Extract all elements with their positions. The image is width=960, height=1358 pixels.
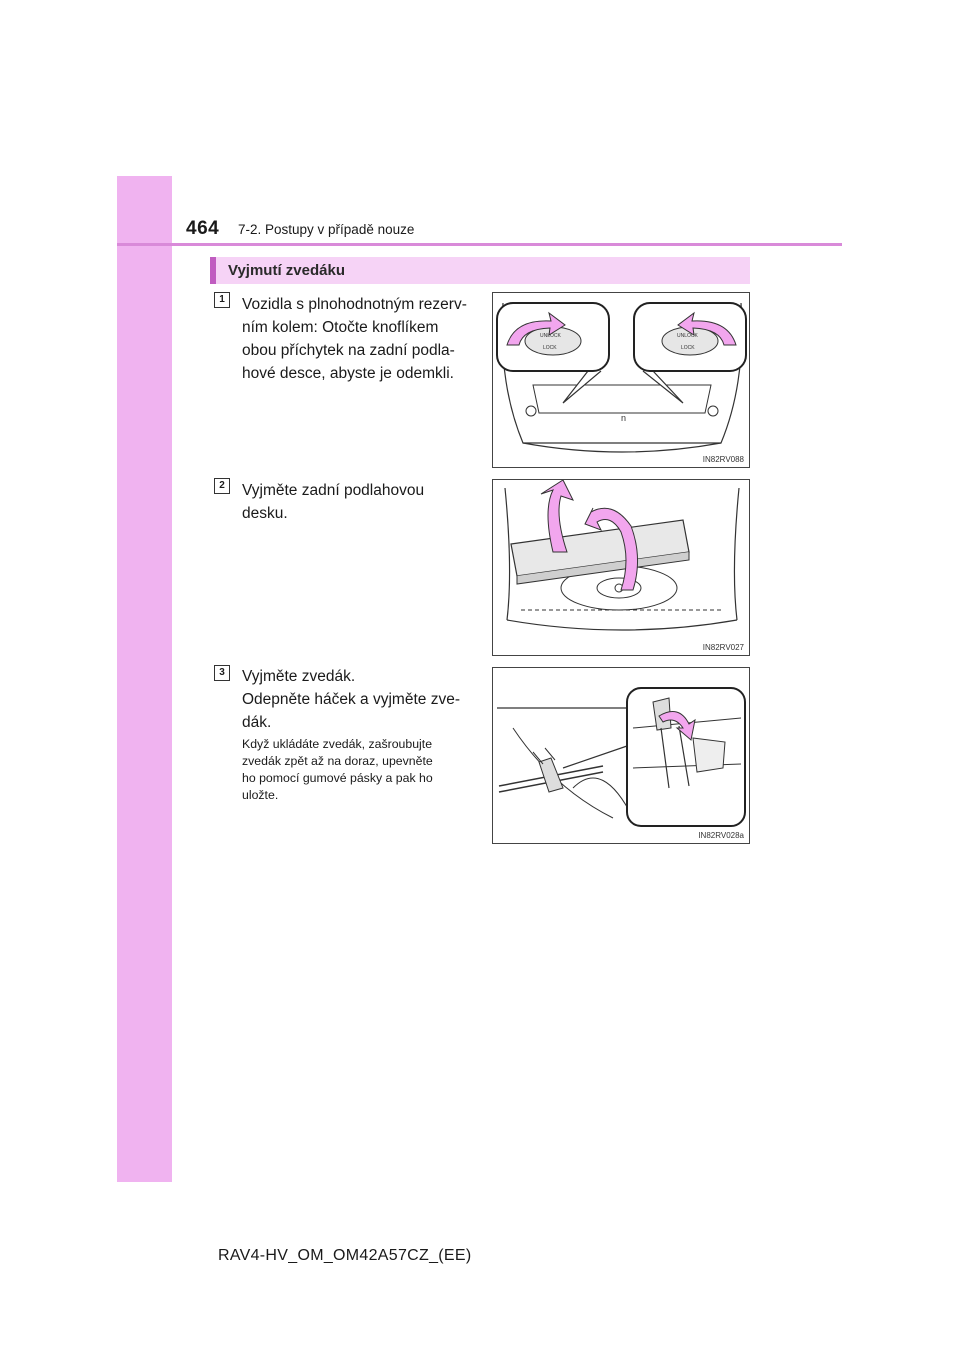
figure-remove-floor-board: [492, 479, 750, 656]
step-3-note-line: zvedák zpět až na doraz, upevněte: [242, 754, 433, 768]
figure-code: IN82RV027: [702, 643, 744, 652]
step-3-text: [242, 665, 488, 734]
trunk-clamps-illustration: [493, 293, 750, 468]
step-1-line: hové desce, abyste je odemkli.: [242, 365, 454, 382]
svg-text:n: n: [621, 413, 627, 423]
step-3-note-line: Když ukládáte zvedák, zašroubujte: [242, 737, 433, 751]
step-3-badge: 3: [214, 665, 230, 681]
step-1-text: [242, 293, 488, 385]
figure-code: IN82RV088: [702, 455, 744, 464]
lock-label-right: LOCK: [681, 345, 695, 351]
floor-board-illustration: [493, 480, 750, 656]
step-3-line: Vyjměte zvedák.: [242, 668, 356, 685]
section-heading: Vyjmutí zvedáku: [210, 257, 750, 284]
step-2-badge: 2: [214, 478, 230, 494]
unlock-label-right: UNLOCK: [677, 333, 698, 339]
unlock-label-left: UNLOCK: [540, 333, 561, 339]
footer-doc-code: RAV4-HV_OM_OM42A57CZ_(EE): [218, 1247, 472, 1264]
header-divider: [117, 243, 842, 246]
step-3-note-line: ho pomocí gumové pásky a pak ho: [242, 771, 433, 785]
step-2-line: desku.: [242, 505, 288, 522]
step-2-line: Vyjměte zadní podlahovou: [242, 482, 425, 499]
lock-label-left: LOCK: [543, 345, 557, 351]
page-number: 464: [186, 218, 220, 239]
jack-illustration: [493, 668, 750, 844]
figure-code: IN82RV028a: [698, 831, 744, 840]
step-1-line: ním kolem: Otočte knoflíkem: [242, 319, 439, 336]
step-3-note: [242, 736, 488, 804]
step-1-line: Vozidla s plnohodnotným rezerv-: [242, 296, 467, 313]
step-2-text: [242, 479, 488, 525]
side-color-band: [117, 176, 172, 1182]
step-1-badge: 1: [214, 292, 230, 308]
step-3-line: dák.: [242, 714, 272, 731]
figure-unlock-clamps: [492, 292, 750, 468]
figure-remove-jack: [492, 667, 750, 844]
step-3-line: Odepněte háček a vyjměte zve-: [242, 691, 460, 708]
chapter-title: 7-2. Postupy v případě nouze: [238, 222, 415, 237]
step-1-line: obou příchytek na zadní podla-: [242, 342, 455, 359]
step-3-note-line: uložte.: [242, 788, 279, 802]
